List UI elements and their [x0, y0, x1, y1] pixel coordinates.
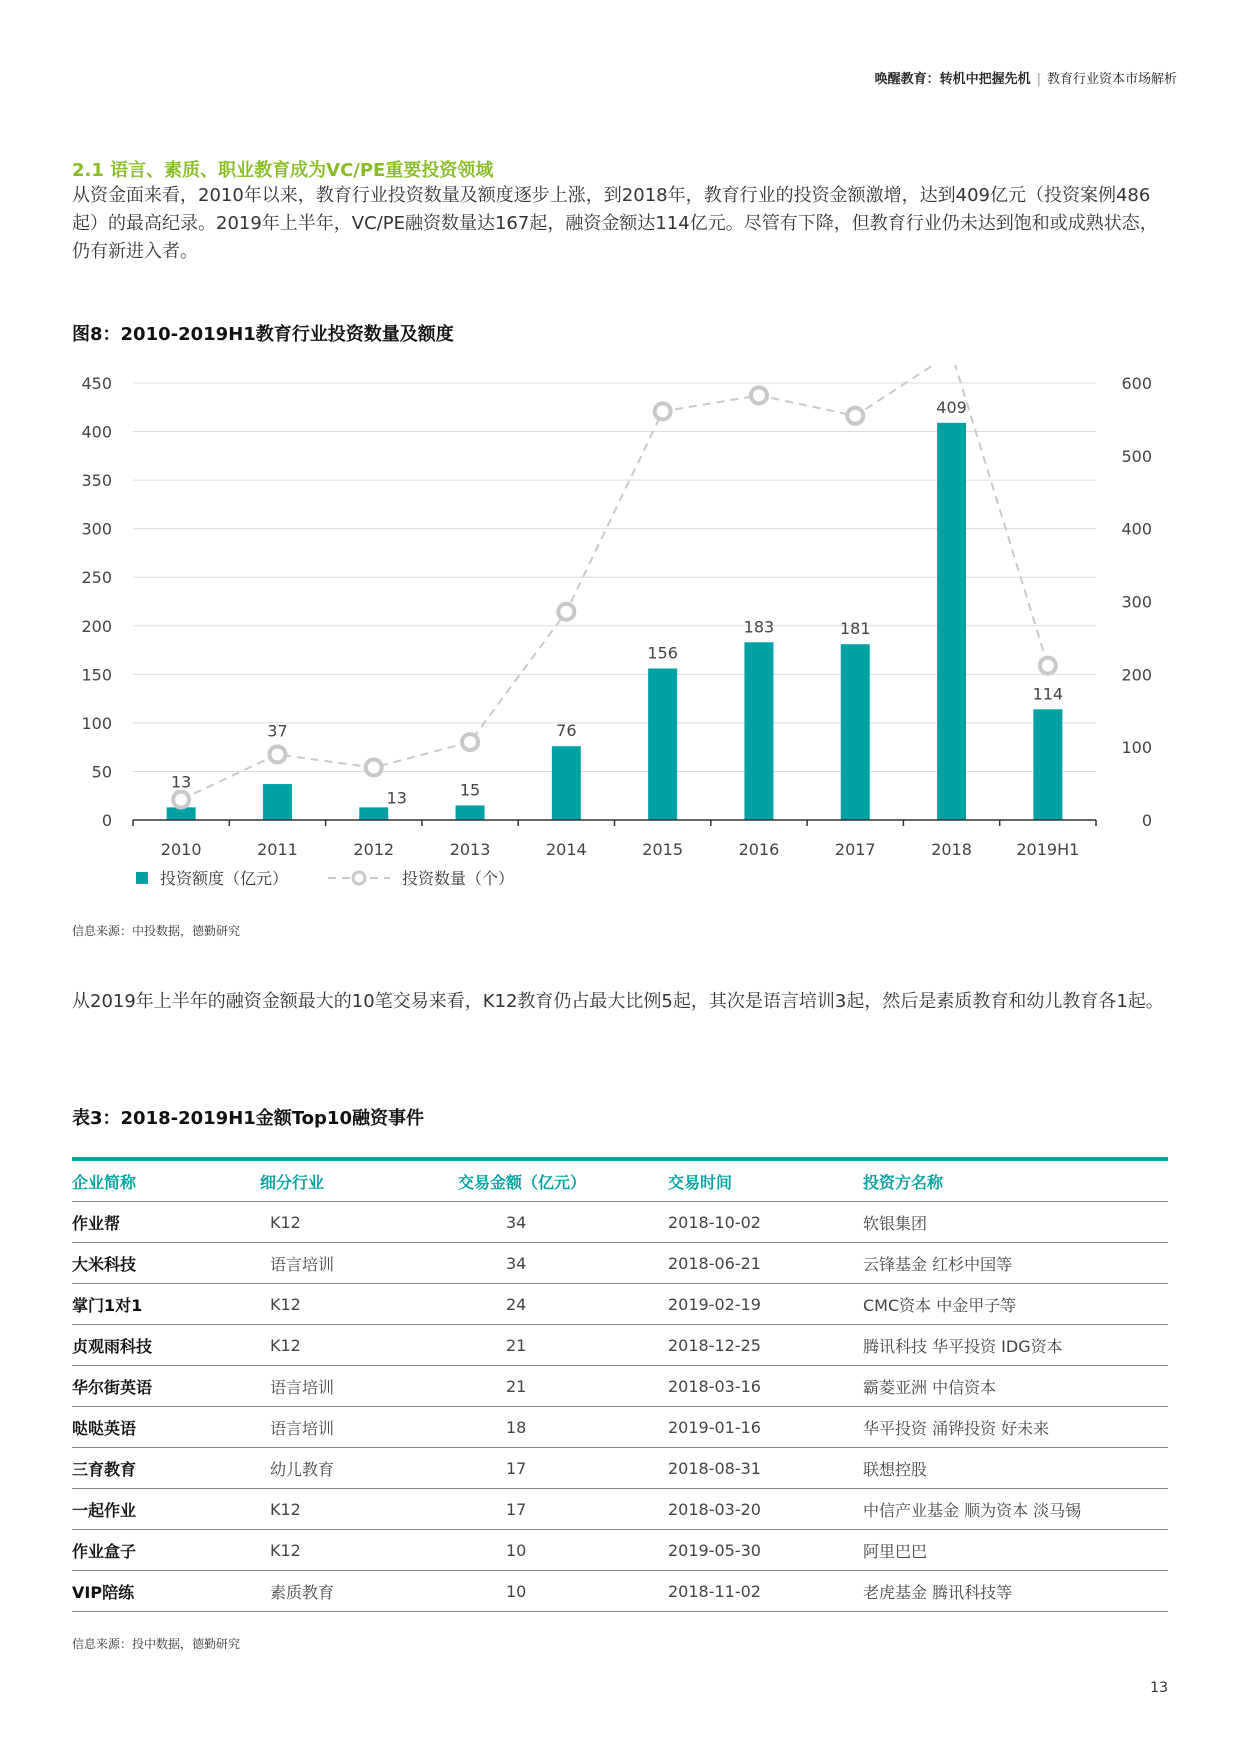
cell-investors: CMC资本 中金甲子等 — [863, 1284, 1168, 1325]
cell-investors: 云锋基金 红杉中国等 — [863, 1243, 1168, 1284]
cell-investors: 阿里巴巴 — [863, 1530, 1168, 1571]
count-point — [847, 408, 863, 424]
bar-data-label: 181 — [839, 619, 871, 639]
bar-data-label: 156 — [647, 643, 678, 663]
cell-date: 2019-02-19 — [668, 1284, 863, 1325]
cell-amount: 17 — [458, 1448, 668, 1489]
cell-date: 2018-08-31 — [668, 1448, 863, 1489]
bar-data-label: 15 — [459, 780, 481, 800]
cell-industry: 幼儿教育 — [260, 1448, 458, 1489]
header-subtitle: 教育行业资本市场解析 — [1046, 72, 1177, 87]
x-tick-label: 2013 — [449, 840, 491, 859]
cell-amount: 21 — [458, 1366, 668, 1407]
count-point — [751, 387, 767, 403]
cell-investors: 腾讯科技 华平投资 IDG资本 — [863, 1325, 1168, 1366]
top10-paragraph: 从2019年上半年的融资金额最大的10笔交易来看，K12教育仍占最大比例5起，其次是语言培训3起，然后是素质教育和幼儿教育各1起。 — [72, 991, 1164, 1012]
count-point — [462, 734, 478, 750]
col-header-amount: 交易金额（亿元） — [458, 1161, 668, 1202]
figure-title: 图8：2010-2019H1教育行业投资数量及额度 — [72, 324, 454, 345]
cell-date: 2018-12-25 — [668, 1325, 863, 1366]
bar-data-label: 114 — [1032, 684, 1064, 704]
page-number: 13 — [1150, 1680, 1168, 1696]
y-left-tick-label: 50 — [91, 762, 112, 782]
cell-company: 三育教育 — [72, 1448, 260, 1489]
table-row — [72, 1366, 1168, 1407]
table-row — [72, 1530, 1168, 1571]
count-point — [366, 760, 382, 776]
cell-date: 2018-10-02 — [668, 1202, 863, 1243]
bar — [648, 669, 677, 820]
table-row — [72, 1489, 1168, 1530]
x-tick-label: 2015 — [642, 840, 684, 859]
table-row — [72, 1448, 1168, 1489]
cell-company: 掌门1对1 — [72, 1284, 260, 1325]
cell-company: 一起作业 — [72, 1489, 260, 1530]
y-left-tick-label: 150 — [81, 665, 112, 685]
x-tick-label: 2011 — [257, 840, 298, 859]
cell-investors: 中信产业基金 顺为资本 淡马锡 — [863, 1489, 1168, 1530]
cell-industry: K12 — [260, 1284, 458, 1325]
cell-date: 2018-11-02 — [668, 1571, 863, 1612]
cell-amount: 24 — [458, 1284, 668, 1325]
y-left-tick-label: 350 — [81, 471, 112, 491]
cell-industry: 语言培训 — [260, 1366, 458, 1407]
y-left-tick-label: 300 — [81, 519, 112, 539]
table-row — [72, 1243, 1168, 1284]
figure-source: 信息来源：中投数据，德勤研究 — [72, 924, 241, 938]
y-left-tick-label: 400 — [81, 422, 112, 442]
bar-data-label: 76 — [556, 721, 577, 741]
cell-date: 2018-03-20 — [668, 1489, 863, 1530]
cell-industry: K12 — [260, 1489, 458, 1530]
bar-data-label: 13 — [170, 772, 192, 792]
count-point — [655, 403, 671, 419]
section-title: 2.1 语言、素质、职业教育成为VC/PE重要投资领域 — [72, 160, 494, 181]
col-header-date: 交易时间 — [668, 1161, 863, 1202]
cell-company: VIP陪练 — [72, 1571, 260, 1612]
cell-date: 2019-05-30 — [668, 1530, 863, 1571]
legend-line-marker — [353, 872, 365, 884]
header-separator: | — [1036, 72, 1041, 87]
y-right-tick-label: 100 — [1121, 738, 1152, 758]
bar — [1033, 709, 1062, 820]
x-tick-label: 2014 — [545, 840, 587, 859]
cell-date: 2019-01-16 — [668, 1407, 863, 1448]
legend-line-label: 投资数量（个） — [402, 869, 515, 888]
cell-industry: 语言培训 — [260, 1407, 458, 1448]
y-right-tick-label: 500 — [1121, 446, 1152, 466]
y-right-tick-label: 200 — [1121, 665, 1152, 685]
table-row — [72, 1325, 1168, 1366]
page-header — [875, 68, 1177, 87]
col-header-industry: 细分行业 — [260, 1161, 458, 1202]
cell-company: 大米科技 — [72, 1243, 260, 1284]
table-row — [72, 1571, 1168, 1612]
bar — [456, 805, 485, 820]
table-title: 表3：2018-2019H1金额Top10融资事件 — [72, 1108, 424, 1129]
x-tick-label: 2019H1 — [1016, 840, 1080, 859]
table-row — [72, 1202, 1168, 1243]
table-row — [72, 1407, 1168, 1448]
bar — [552, 746, 581, 820]
bar-data-label: 183 — [743, 617, 775, 637]
count-point — [269, 746, 285, 762]
y-left-tick-label: 200 — [81, 616, 112, 636]
x-tick-label: 2012 — [353, 840, 395, 859]
x-tick-label: 2016 — [738, 840, 780, 859]
col-header-investors: 投资方名称 — [863, 1161, 1168, 1202]
cell-industry: 语言培训 — [260, 1243, 458, 1284]
table-source: 信息来源：投中数据，德勤研究 — [72, 1637, 241, 1651]
bar — [744, 642, 773, 820]
cell-investors: 华平投资 涌铧投资 好未来 — [863, 1407, 1168, 1448]
cell-company: 作业帮 — [72, 1202, 260, 1243]
cell-amount: 34 — [458, 1243, 668, 1284]
count-point — [173, 792, 189, 808]
cell-amount: 18 — [458, 1407, 668, 1448]
cell-industry: 素质教育 — [260, 1571, 458, 1612]
cell-amount: 21 — [458, 1325, 668, 1366]
cell-amount: 10 — [458, 1530, 668, 1571]
x-tick-label: 2010 — [160, 840, 202, 859]
y-left-tick-label: 100 — [81, 713, 112, 733]
count-point — [1040, 658, 1056, 674]
count-point — [558, 604, 574, 620]
cell-investors: 霸菱亚洲 中信资本 — [863, 1366, 1168, 1407]
cell-amount: 34 — [458, 1202, 668, 1243]
y-right-tick-label: 600 — [1121, 374, 1152, 393]
cell-amount: 17 — [458, 1489, 668, 1530]
table-row — [72, 1284, 1168, 1325]
bar — [841, 644, 870, 820]
cell-company: 哒哒英语 — [72, 1407, 260, 1448]
cell-company: 华尔街英语 — [72, 1366, 260, 1407]
cell-date: 2018-03-16 — [668, 1366, 863, 1407]
cell-amount: 10 — [458, 1571, 668, 1612]
x-tick-label: 2018 — [931, 840, 972, 859]
legend-bar-swatch — [136, 872, 148, 884]
bar — [937, 423, 966, 820]
cell-industry: K12 — [260, 1202, 458, 1243]
cell-investors: 软银集团 — [863, 1202, 1168, 1243]
top10-table — [72, 1157, 1168, 1612]
intro-paragraph: 从资金面来看，2010年以来，教育行业投资数量及额度逐步上涨，到2018年，教育行业的投资金额激增，达到409亿元（投资案例486起）的最高纪录。2019年上半年，VC/PE融资数量达167起，融资金额达114亿元。尽管有下降，但教育行业仍未达到饱和或成熟状态，仍有新进入者。 — [72, 185, 1158, 262]
count-line — [181, 365, 1048, 800]
legend-bar-label: 投资额度（亿元） — [160, 869, 289, 888]
table-header-row — [72, 1161, 1168, 1202]
y-right-tick-label: 400 — [1121, 519, 1152, 539]
cell-investors: 老虎基金 腾讯科技等 — [863, 1571, 1168, 1612]
cell-date: 2018-06-21 — [668, 1243, 863, 1284]
bar-data-label: 37 — [267, 721, 288, 741]
bar-data-label: 409 — [936, 397, 967, 417]
y-right-tick-label: 300 — [1121, 592, 1152, 612]
y-right-tick-label: 0 — [1141, 811, 1152, 830]
col-header-company: 企业简称 — [72, 1161, 260, 1202]
cell-industry: K12 — [260, 1530, 458, 1571]
y-left-tick-label: 450 — [81, 374, 112, 393]
cell-company: 贞观雨科技 — [72, 1325, 260, 1366]
cell-company: 作业盒子 — [72, 1530, 260, 1571]
bar — [263, 784, 292, 820]
x-tick-label: 2017 — [834, 840, 876, 859]
bar-data-label: 13 — [386, 788, 407, 808]
investment-chart — [60, 365, 1170, 905]
header-title: 唤醒教育：转机中把握先机 — [874, 72, 1031, 87]
y-left-tick-label: 0 — [101, 811, 112, 830]
bar — [359, 807, 388, 820]
cell-industry: K12 — [260, 1325, 458, 1366]
y-left-tick-label: 250 — [81, 568, 112, 588]
cell-investors: 联想控股 — [863, 1448, 1168, 1489]
